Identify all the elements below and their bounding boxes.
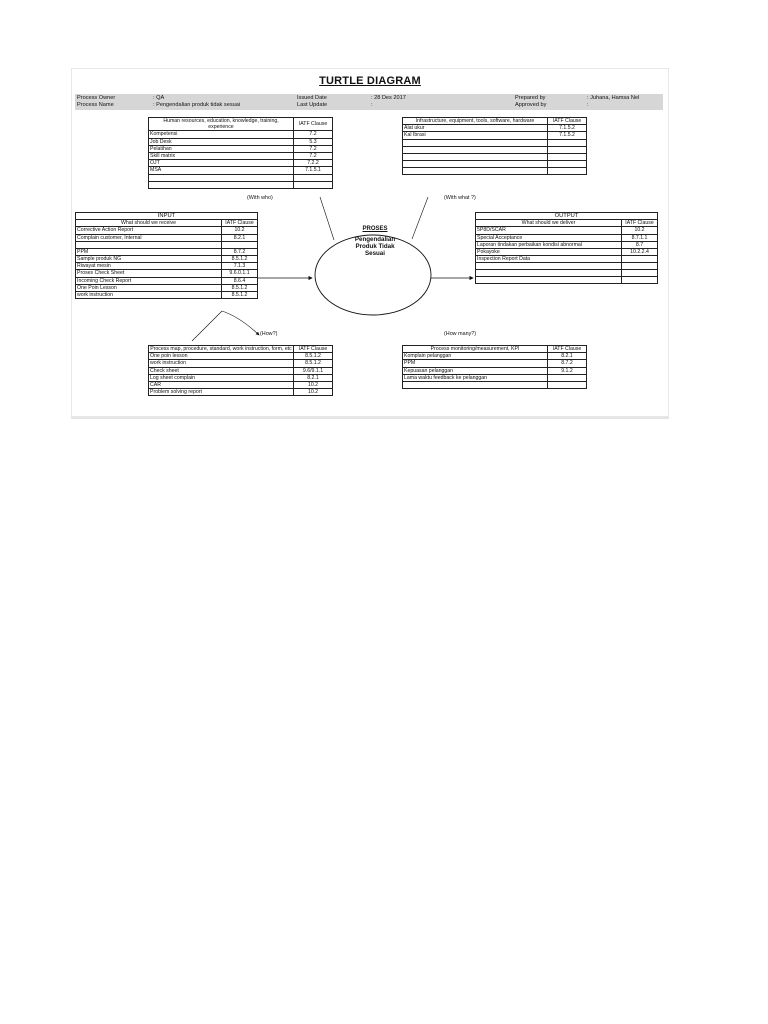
- how-label: (How?): [260, 331, 278, 337]
- row-clause: 7.1.5.2: [548, 125, 587, 132]
- row-item: [403, 167, 548, 174]
- turtle-diagram-sheet: [71, 68, 669, 417]
- table-row: [76, 256, 258, 263]
- table-row: [149, 167, 333, 174]
- row-item: [76, 241, 222, 248]
- row-item: Special Acceptance: [476, 234, 622, 241]
- row-clause: 10.2: [222, 227, 258, 234]
- table-row: [403, 160, 587, 167]
- table-row: [403, 382, 587, 389]
- row-item: Laporan tindakan perbaikan kondisi abnormal: [476, 241, 622, 248]
- row-item: [403, 382, 548, 389]
- how-col1-header: Process map, procedure, standard, work instruction, form, etc: [150, 346, 292, 352]
- issued-date-label: Issued Date: [297, 95, 327, 101]
- table-row: [476, 270, 658, 277]
- row-item: MSA: [149, 167, 294, 174]
- row-item: 5P8D/SCAR: [476, 227, 622, 234]
- table-row: [76, 248, 258, 255]
- row-clause: [294, 181, 333, 188]
- row-clause: 7.2: [294, 131, 333, 138]
- process-name-line-2: Produk Tidak: [355, 243, 395, 250]
- row-item: Kepuasan pelanggan: [403, 367, 548, 374]
- table-row: [476, 256, 658, 263]
- table-row: [403, 353, 587, 360]
- how-many-label: (How many?): [444, 331, 477, 337]
- table-row: [76, 292, 258, 299]
- row-item: Problem solving report: [149, 389, 294, 396]
- row-item: Check sheet: [149, 367, 294, 374]
- table-row: [403, 146, 587, 153]
- process-owner-label: Process Owner: [77, 95, 116, 101]
- process-name-line-3: Sesuai: [365, 250, 385, 257]
- row-clause: 8.5.1.2: [222, 292, 258, 299]
- row-item: [149, 174, 294, 181]
- row-clause: 8.7.1.1: [622, 234, 658, 241]
- output-col2-header: IATF Clause: [622, 220, 658, 227]
- row-item: [403, 146, 548, 153]
- how-many-col1-header: Process monitoring/measurement, KPI: [403, 346, 548, 353]
- output-table: [475, 212, 658, 284]
- row-clause: 8.7: [622, 241, 658, 248]
- process-owner-value: : QA: [153, 95, 165, 101]
- row-clause: 8.5.1.2: [222, 284, 258, 291]
- row-item: [403, 139, 548, 146]
- table-row: [149, 374, 333, 381]
- table-row: [403, 132, 587, 139]
- table-row: [76, 284, 258, 291]
- with-who-col1-header: Human resources, education, knowledge, training, experience: [149, 118, 294, 131]
- row-item: Riwayat mesin: [76, 263, 222, 270]
- how-many-table: [402, 345, 587, 389]
- table-row: [76, 277, 258, 284]
- row-item: Log sheet complain: [149, 374, 294, 381]
- process-name-value: : Pengendalian produk tidak sesuai: [153, 102, 241, 108]
- row-clause: 8.5.1.2: [294, 360, 333, 367]
- row-clause: [548, 139, 587, 146]
- row-item: [476, 270, 622, 277]
- table-row: [403, 367, 587, 374]
- row-item: [476, 263, 622, 270]
- prepared-by-value: : Juhana, Hamsa Nel: [587, 95, 640, 101]
- table-row: [149, 131, 333, 138]
- table-row: [149, 138, 333, 145]
- table-row: [403, 125, 587, 132]
- row-clause: 8.6.4: [222, 277, 258, 284]
- table-row: [76, 263, 258, 270]
- with-what-label: (With what ?): [444, 195, 476, 201]
- row-clause: 8.5.1.2: [222, 256, 258, 263]
- table-row: [149, 367, 333, 374]
- input-col2-header: IATF Clause: [222, 220, 258, 227]
- input-title: INPUT: [76, 213, 258, 220]
- row-clause: [548, 382, 587, 389]
- table-row: [403, 360, 587, 367]
- how-col2-header: IATF Clause: [294, 346, 333, 353]
- table-row: [76, 227, 258, 234]
- row-clause: 7.2: [294, 145, 333, 152]
- last-update-value: :: [371, 102, 373, 108]
- row-clause: [622, 263, 658, 270]
- row-clause: 9.1.2: [548, 367, 587, 374]
- process-name-label: Process Name: [77, 102, 114, 108]
- with-who-col2-header: IATF Clause: [294, 118, 333, 131]
- table-row: [403, 167, 587, 174]
- row-clause: 8.7.2: [548, 360, 587, 367]
- row-clause: 8.5.1.2: [294, 353, 333, 360]
- row-clause: [548, 146, 587, 153]
- table-row: [403, 153, 587, 160]
- row-item: PPM: [76, 248, 222, 255]
- table-row: [149, 360, 333, 367]
- row-item: Sample produk NG: [76, 256, 222, 263]
- approved-by-label: Approved by: [515, 102, 547, 108]
- row-item: Lama waktu feedback ke pelanggan: [403, 374, 548, 381]
- row-clause: 10.2: [294, 389, 333, 396]
- row-clause: 7.1.5.2: [548, 132, 587, 139]
- process-name-line-1: Pengendalian: [354, 236, 396, 243]
- table-row: [149, 389, 333, 396]
- table-row: [476, 263, 658, 270]
- row-clause: [548, 374, 587, 381]
- row-item: One Poin Lesson: [76, 284, 222, 291]
- row-item: [476, 277, 622, 284]
- with-what-col2-header: IATF Clause: [548, 118, 587, 125]
- row-item: CAR: [149, 382, 294, 389]
- table-row: [403, 374, 587, 381]
- row-clause: [222, 241, 258, 248]
- row-clause: 9.6.0.1.1: [222, 270, 258, 277]
- table-row: [476, 249, 658, 256]
- row-item: Pokayoke: [476, 249, 622, 256]
- row-item: Job Desk: [149, 138, 294, 145]
- table-row: [403, 139, 587, 146]
- row-item: Corrective Action Report: [76, 227, 222, 234]
- table-row: [149, 145, 333, 152]
- row-clause: [548, 153, 587, 160]
- table-row: [76, 270, 258, 277]
- table-row: [476, 227, 658, 234]
- with-who-label: (With who): [247, 195, 273, 201]
- row-item: PPM: [403, 360, 548, 367]
- row-item: Proses Check Sheet: [76, 270, 222, 277]
- row-item: Kal Ibrasi: [403, 132, 548, 139]
- table-row: [476, 277, 658, 284]
- row-item: Incoming Check Report: [76, 277, 222, 284]
- row-item: [149, 181, 294, 188]
- row-clause: 10.2.2.4: [622, 249, 658, 256]
- table-row: [149, 160, 333, 167]
- input-col1-header: What should we receive: [76, 220, 222, 227]
- row-clause: [294, 174, 333, 181]
- how-table: [148, 345, 333, 396]
- row-clause: 8.7.2: [222, 248, 258, 255]
- row-clause: 7.2.2: [294, 160, 333, 167]
- with-what-table: [402, 117, 587, 175]
- last-update-label: Last Update: [297, 102, 328, 108]
- row-item: work instruction: [76, 292, 222, 299]
- row-clause: [622, 256, 658, 263]
- row-item: Complain customer, Internal: [76, 234, 222, 241]
- table-row: [149, 153, 333, 160]
- row-clause: 8.2.1: [548, 353, 587, 360]
- row-item: Pelatihan: [149, 145, 294, 152]
- table-row: [476, 234, 658, 241]
- row-clause: 7.2: [294, 153, 333, 160]
- row-item: Inspection Report Data: [476, 256, 622, 263]
- with-who-table: [148, 117, 333, 189]
- row-clause: 5.3: [294, 138, 333, 145]
- row-item: One poin lesson: [149, 353, 294, 360]
- how-many-col2-header: IATF Clause: [548, 346, 587, 353]
- input-table: [75, 212, 258, 299]
- with-what-col1-header: Infrastructure, equipment, tools, software, hardware: [403, 118, 548, 125]
- row-item: Alat ukur: [403, 125, 548, 132]
- row-item: [403, 160, 548, 167]
- table-row: [76, 241, 258, 248]
- row-clause: 7.1.3: [222, 263, 258, 270]
- row-clause: 7.1.5.1: [294, 167, 333, 174]
- row-clause: 8.2.1: [222, 234, 258, 241]
- row-item: Kompetensi: [149, 131, 294, 138]
- row-clause: [622, 277, 658, 284]
- approved-by-value: :: [587, 102, 589, 108]
- row-item: Komplain pelanggan: [403, 353, 548, 360]
- row-item: work instruction: [149, 360, 294, 367]
- row-item: [403, 153, 548, 160]
- process-heading: PROSES: [362, 226, 388, 232]
- prepared-by-label: Prepared by: [515, 95, 546, 101]
- row-clause: 10.2: [294, 382, 333, 389]
- row-clause: [548, 167, 587, 174]
- issued-date-value: : 28 Des 2017: [371, 95, 406, 101]
- page-title: TURTLE DIAGRAM: [319, 75, 421, 87]
- row-item: OJT: [149, 160, 294, 167]
- table-row: [76, 234, 258, 241]
- row-clause: [622, 270, 658, 277]
- table-row: [149, 382, 333, 389]
- row-clause: 8.2.1: [294, 374, 333, 381]
- table-row: [149, 353, 333, 360]
- table-row: [149, 181, 333, 188]
- table-row: [149, 174, 333, 181]
- row-clause: [548, 160, 587, 167]
- output-title: OUTPUT: [476, 213, 658, 220]
- row-clause: 9.6/9.1.1: [294, 367, 333, 374]
- process-center: [315, 226, 435, 257]
- output-col1-header: What should we deliver: [476, 220, 622, 227]
- row-clause: 10.2: [622, 227, 658, 234]
- table-row: [476, 241, 658, 248]
- row-item: Skill matrix: [149, 153, 294, 160]
